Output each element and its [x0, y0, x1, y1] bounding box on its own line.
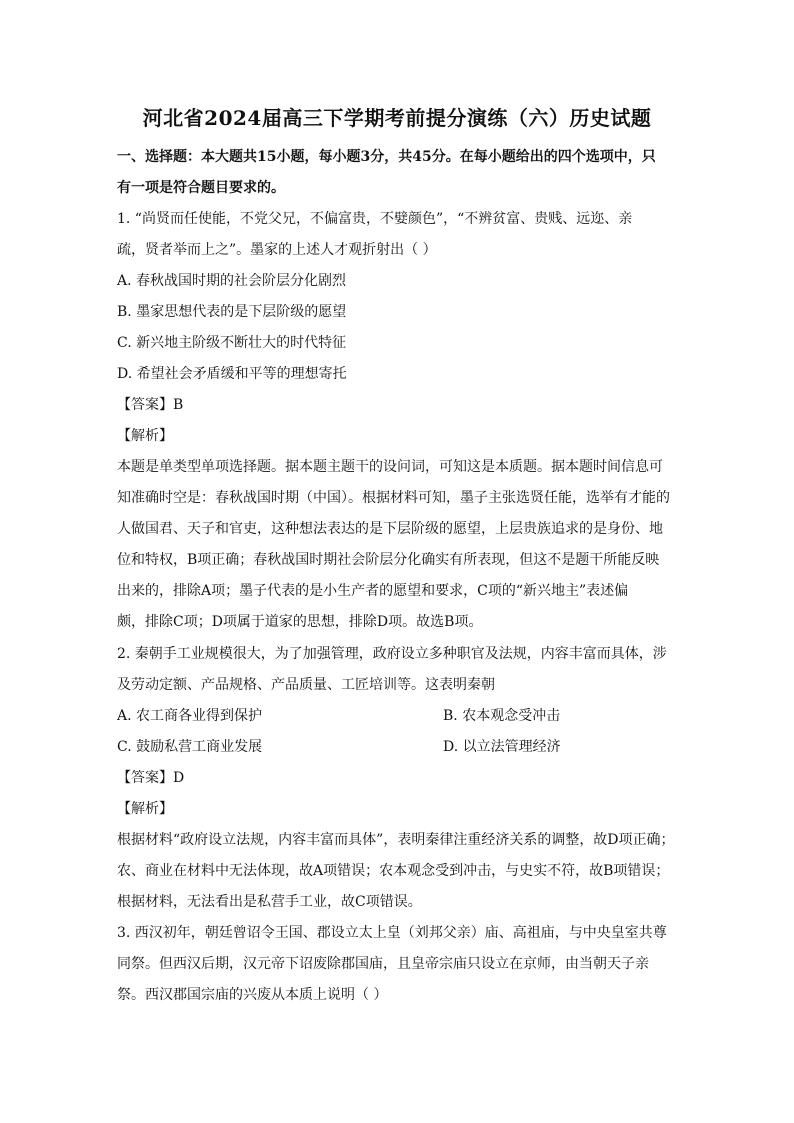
q1-option-d: D. 希望社会矛盾缓和平等的理想寄托: [117, 366, 347, 382]
q1-stem-line2: 疏，贤者举而上之”。墨家的上述人才观折射出（ ）: [117, 242, 437, 258]
q2-analysis-label: 【解析】: [117, 801, 173, 817]
section-instruction-line1: 一、选择题：本大题共15小题，每小题3分，共45分。在每小题给出的四个选项中，只: [117, 149, 656, 165]
q1-answer: 【答案】B: [117, 397, 184, 413]
q1-analysis-line: 位和特权，B项正确；春秋战国时期社会阶层分化确实有所表现，但这不是题干所能反映: [117, 552, 660, 568]
q2-stem-line2: 及劳动定额、产品规格、产品质量、工匠培训等。这表明秦朝: [117, 677, 495, 693]
q1-analysis-line: 出来的，排除A项；墨子代表的是小生产者的愿望和要求，C项的“新兴地主”表述偏: [117, 583, 629, 599]
q1-analysis-label: 【解析】: [117, 428, 173, 444]
q1-analysis-line: 颇，排除C项；D项属于道家的思想，排除D项。故选B项。: [117, 614, 483, 630]
q1-stem-line1: 1. “尚贤而任使能，不党父兄，不偏富贵，不嬖颜色”，“不辨贫富、贵贱、远迩、亲: [117, 211, 633, 227]
q2-analysis-line: 根据材料“政府设立法规，内容丰富而具体”，表明秦律注重经济关系的调整，故D项正确；: [117, 832, 675, 848]
q2-analysis-line: 根据材料，无法看出是私营手工业，故C项错误。: [117, 894, 422, 910]
document-title: 河北省2024届高三下学期考前提分演练（六）历史试题: [142, 106, 652, 130]
section-instruction-line2: 有一项是符合题目要求的。: [117, 180, 285, 196]
q3-stem-line1: 3. 西汉初年，朝廷曾诏令王国、郡设立太上皇（刘邦父亲）庙、高祖庙，与中央皇室共尊: [117, 925, 667, 941]
q2-analysis-line: 农、商业在材料中无法体现，故A项错误；农本观念受到冲击，与史实不符，故B项错误；: [117, 863, 670, 879]
q1-option-c: C. 新兴地主阶级不断壮大的时代特征: [117, 335, 347, 351]
q1-analysis-line: 知准确时空是：春秋战国时期（中国）。根据材料可知，墨子主张选贤任能，选举有才能的: [117, 490, 670, 506]
q2-option-c: C. 鼓励私营工商业发展: [117, 739, 263, 755]
q2-option-d: D. 以立法管理经济: [443, 739, 561, 755]
q2-option-a: A. 农工商各业得到保护: [117, 708, 263, 724]
q1-analysis-line: 本题是单类型单项选择题。据本题主题干的设问词，可知这是本质题。据本题时间信息可: [117, 459, 663, 475]
q1-analysis-line: 人做国君、天子和官吏，这种想法表达的是下层阶级的愿望，上层贵族追求的是身份、地: [117, 521, 663, 537]
q3-stem-line2: 同祭。但西汉后期，汉元帝下诏废除郡国庙，且皇帝宗庙只设立在京师，由当朝天子亲: [117, 956, 649, 972]
q2-stem-line1: 2. 秦朝手工业规模很大，为了加强管理，政府设立多种职官及法规，内容丰富而具体，涉: [117, 646, 667, 662]
q2-option-b: B. 农本观念受冲击: [443, 708, 561, 724]
q1-option-a: A. 春秋战国时期的社会阶层分化剧烈: [117, 273, 347, 289]
q1-option-b: B. 墨家思想代表的是下层阶级的愿望: [117, 304, 347, 320]
q3-stem-line3: 祭。西汉郡国宗庙的兴废从本质上说明（ ）: [117, 987, 388, 1003]
q2-answer: 【答案】D: [117, 770, 185, 786]
